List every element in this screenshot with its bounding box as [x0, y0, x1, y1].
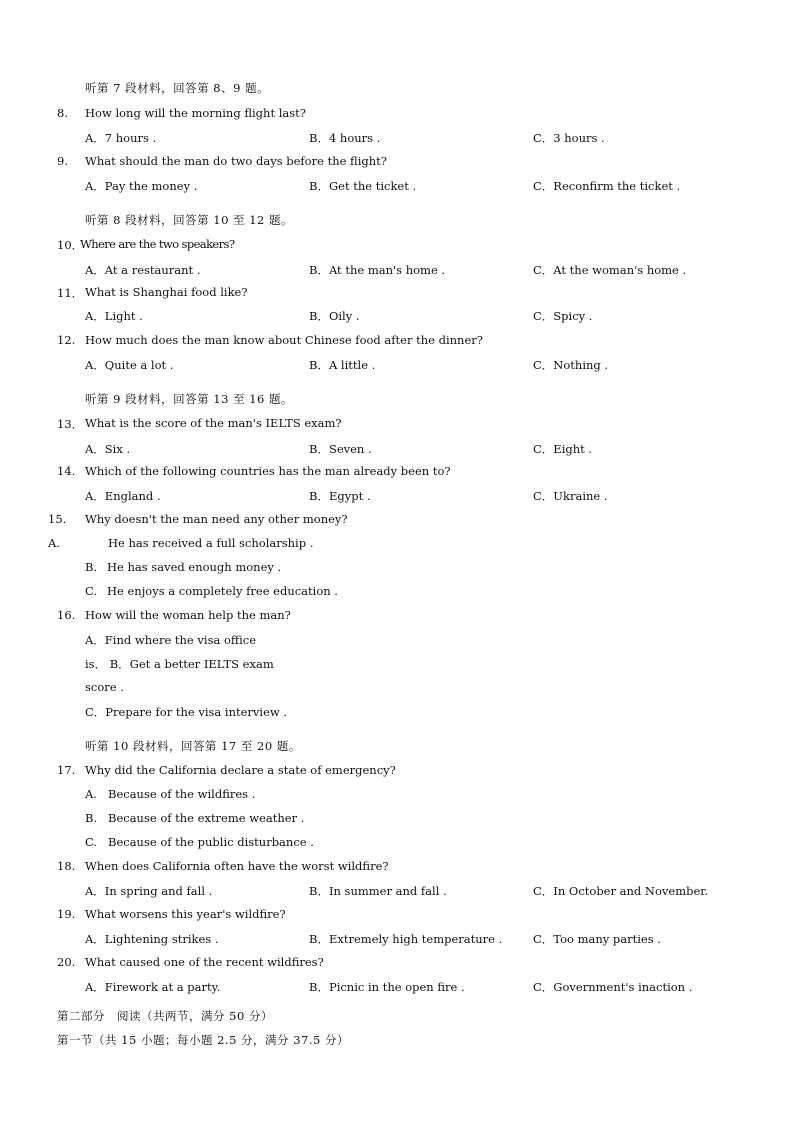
q12-option-a[interactable]: A．Quite a lot .: [85, 358, 174, 372]
q10-option-b[interactable]: B．At the man's home .: [309, 263, 446, 277]
q12-number: 12.: [57, 333, 76, 347]
q8-option-b[interactable]: B．4 hours .: [309, 131, 381, 145]
q15-option-b-label: B.: [85, 560, 98, 574]
part-2-section-1-heading: 第一节（共 15 小题；每小题 2.5 分，满分 37.5 分）: [57, 1033, 349, 1047]
q9-option-a[interactable]: A．Pay the money .: [85, 179, 198, 193]
section-7-heading: 听第 7 段材料，回答第 8、9 题。: [85, 81, 270, 95]
q14-option-c[interactable]: C．Ukraine .: [533, 489, 608, 503]
q15-option-c-label: C.: [85, 584, 98, 598]
q11-question: What is Shanghai food like?: [85, 285, 248, 299]
q19-question: What worsens this year's wildfire?: [85, 907, 286, 921]
q19-number: 19.: [57, 907, 76, 921]
q14-option-b[interactable]: B．Egypt .: [309, 489, 371, 503]
q9-option-b[interactable]: B．Get the ticket .: [309, 179, 417, 193]
q19-option-a[interactable]: A．Lightening strikes .: [85, 932, 219, 946]
q11-number: 11．: [57, 286, 84, 300]
q10-option-c[interactable]: C．At the woman's home .: [533, 263, 687, 277]
q15-option-b[interactable]: He has saved enough money .: [107, 560, 282, 574]
q13-number: 13．: [57, 417, 84, 431]
q15-option-a-label: A.: [48, 536, 60, 550]
q9-question: What should the man do two days before the flight?: [85, 154, 387, 168]
q8-question: How long will the morning flight last?: [85, 106, 306, 120]
section-8-heading: 听第 8 段材料，回答第 10 至 12 题。: [85, 213, 294, 227]
q17-option-a[interactable]: Because of the wildfires .: [108, 787, 256, 801]
q18-option-b[interactable]: B．In summer and fall .: [309, 884, 447, 898]
q12-question: How much does the man know about Chinese food after the dinner?: [85, 333, 483, 347]
q10-question: Where are the two speakers?: [80, 237, 235, 251]
q8-option-c[interactable]: C．3 hours .: [533, 131, 605, 145]
q13-question: What is the score of the man's IELTS exam?: [85, 416, 342, 430]
q16-question: How will the woman help the man?: [85, 608, 291, 622]
q16-option-c[interactable]: C．Prepare for the visa interview .: [85, 705, 288, 719]
q18-question: When does California often have the worst wildfire?: [85, 859, 389, 873]
q20-option-a[interactable]: A．Firework at a party.: [85, 980, 221, 994]
section-9-heading: 听第 9 段材料，回答第 13 至 16 题。: [85, 392, 294, 406]
q20-number: 20.: [57, 955, 76, 969]
q14-option-a[interactable]: A．England .: [85, 489, 161, 503]
q20-option-c[interactable]: C．Government's inaction .: [533, 980, 693, 994]
q13-option-b[interactable]: B．Seven .: [309, 442, 372, 456]
q18-number: 18.: [57, 859, 76, 873]
q18-option-a[interactable]: A．In spring and fall .: [85, 884, 213, 898]
q16-number: 16.: [57, 608, 76, 622]
q15-option-c[interactable]: He enjoys a completely free education .: [107, 584, 338, 598]
q16-option-b-continued[interactable]: score .: [85, 680, 124, 694]
q19-option-c[interactable]: C．Too many parties .: [533, 932, 661, 946]
part-2-heading: 第二部分 阅读（共两节，满分 50 分）: [57, 1009, 273, 1023]
q18-option-c[interactable]: C．In October and November.: [533, 884, 709, 898]
q12-option-c[interactable]: C．Nothing .: [533, 358, 609, 372]
q9-number: 9.: [57, 154, 68, 168]
q11-option-a[interactable]: A．Light .: [85, 309, 143, 323]
q16-option-b[interactable]: is． B．Get a better IELTS exam: [85, 657, 274, 671]
q17-number: 17.: [57, 763, 76, 777]
q11-option-c[interactable]: C．Spicy .: [533, 309, 593, 323]
q17-option-c-label: C.: [85, 835, 98, 849]
q9-option-c[interactable]: C．Reconfirm the ticket .: [533, 179, 681, 193]
q11-option-b[interactable]: B．Oily .: [309, 309, 360, 323]
q10-option-a[interactable]: A．At a restaurant .: [85, 263, 201, 277]
q8-number: 8.: [57, 106, 68, 120]
q20-option-b[interactable]: B．Picnic in the open fire .: [309, 980, 465, 994]
q14-question: Which of the following countries has the man already been to?: [85, 464, 451, 478]
q17-option-b[interactable]: Because of the extreme weather .: [108, 811, 305, 825]
q17-option-b-label: B.: [85, 811, 98, 825]
q16-option-a[interactable]: A．Find where the visa office: [85, 633, 256, 647]
q14-number: 14.: [57, 464, 76, 478]
q17-option-c[interactable]: Because of the public disturbance .: [108, 835, 314, 849]
q13-option-a[interactable]: A．Six .: [85, 442, 131, 456]
q12-option-b[interactable]: B．A little .: [309, 358, 376, 372]
q15-number: 15.: [48, 512, 67, 526]
q15-option-a[interactable]: He has received a full scholarship .: [108, 536, 314, 550]
q19-option-b[interactable]: B．Extremely high temperature .: [309, 932, 503, 946]
q8-option-a[interactable]: A．7 hours .: [85, 131, 157, 145]
q15-question: Why doesn't the man need any other money?: [85, 512, 348, 526]
section-10-heading: 听第 10 段材料，回答第 17 至 20 题。: [85, 739, 301, 753]
q20-question: What caused one of the recent wildfires?: [85, 955, 324, 969]
q13-option-c[interactable]: C．Eight .: [533, 442, 593, 456]
q10-number: 10．: [57, 238, 84, 252]
q17-option-a-label: A.: [85, 787, 97, 801]
q17-question: Why did the California declare a state of emergency?: [85, 763, 396, 777]
